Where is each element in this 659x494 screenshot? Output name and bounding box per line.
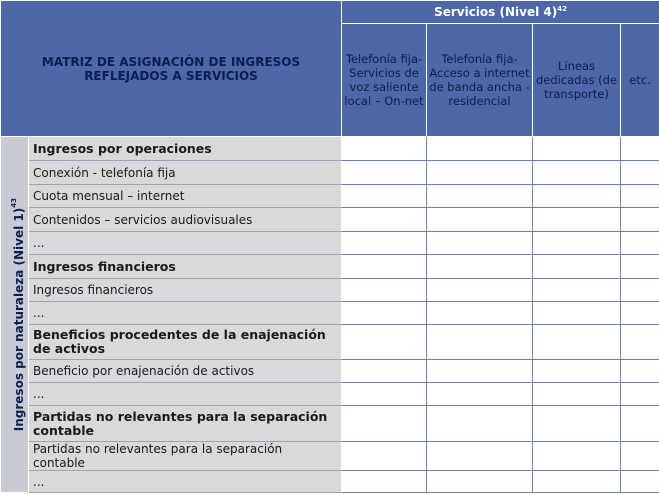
matrix-cell[interactable]: [342, 406, 427, 442]
column-header-broadband: [427, 24, 533, 137]
matrix-cell[interactable]: [427, 325, 533, 360]
matrix-cell[interactable]: [342, 383, 427, 406]
side-label-text: Ingresos por naturaleza (Nivel 1): [12, 207, 26, 432]
matrix-cell[interactable]: [342, 360, 427, 383]
services-group-label: Servicios (Nivel 4): [434, 5, 558, 19]
matrix-title: [1, 1, 342, 137]
item-label: ...: [29, 471, 342, 493]
column-header-voice: [342, 24, 427, 137]
matrix-cell[interactable]: [621, 255, 659, 279]
matrix-cell[interactable]: [342, 471, 427, 493]
table-row: [1, 279, 659, 302]
category-label: Ingresos por operaciones: [29, 137, 342, 161]
side-label-cell: [1, 137, 29, 493]
matrix-cell[interactable]: [427, 161, 533, 185]
matrix-cell[interactable]: [342, 279, 427, 302]
matrix-cell[interactable]: [621, 360, 659, 383]
column-header-label: Líneas dedicadas (de transporte): [535, 59, 618, 101]
item-label: Conexión - telefonía fija: [29, 161, 342, 185]
matrix-cell[interactable]: [342, 325, 427, 360]
column-header-dedicated-lines: [533, 24, 621, 137]
matrix-cell[interactable]: [621, 406, 659, 442]
table-row: [1, 471, 659, 493]
matrix-cell[interactable]: [427, 383, 533, 406]
matrix-cell[interactable]: [427, 406, 533, 442]
table-row: [1, 302, 659, 325]
matrix-cell[interactable]: [533, 232, 621, 255]
item-label: Cuota mensual – internet: [29, 185, 342, 208]
matrix-cell[interactable]: [533, 302, 621, 325]
matrix-cell[interactable]: [342, 302, 427, 325]
matrix-cell[interactable]: [342, 137, 427, 161]
matrix-cell[interactable]: [533, 406, 621, 442]
item-label: Partidas no relevantes para la separación contable: [29, 442, 342, 471]
matrix-cell[interactable]: [342, 232, 427, 255]
column-header-label: etc.: [629, 73, 651, 87]
matrix-cell[interactable]: [342, 442, 427, 471]
matrix-cell[interactable]: [427, 279, 533, 302]
column-header-label: Telefonía fija-Servicios de voz saliente local – On-net: [344, 52, 424, 108]
item-label: Contenidos – servicios audiovisuales: [29, 208, 342, 232]
table-row: [1, 325, 659, 360]
item-label: Ingresos financieros: [29, 279, 342, 302]
matrix-cell[interactable]: [621, 442, 659, 471]
matrix-cell[interactable]: [533, 255, 621, 279]
matrix-cell[interactable]: [533, 279, 621, 302]
services-group-footnote: 42: [557, 5, 567, 13]
matrix-cell[interactable]: [621, 279, 659, 302]
matrix-cell[interactable]: [427, 471, 533, 493]
side-label: [1, 198, 32, 431]
table-row: [1, 360, 659, 383]
matrix-cell[interactable]: [427, 302, 533, 325]
column-header-label: Telefonía fija-Acceso a internet de banda ancha - residencial: [429, 52, 530, 108]
table-row: [1, 185, 659, 208]
category-label: Partidas no relevantes para la separación contable: [29, 406, 342, 442]
matrix-cell[interactable]: [533, 471, 621, 493]
matrix-cell[interactable]: [342, 208, 427, 232]
matrix-cell[interactable]: [533, 383, 621, 406]
table-row: [1, 442, 659, 471]
services-group-header: [342, 1, 659, 24]
category-label: Ingresos financieros: [29, 255, 342, 279]
table-row: [1, 383, 659, 406]
matrix-cell[interactable]: [342, 185, 427, 208]
matrix-cell[interactable]: [533, 325, 621, 360]
table-row: [1, 232, 659, 255]
item-label: ...: [29, 383, 342, 406]
matrix-cell[interactable]: [427, 137, 533, 161]
matrix-cell[interactable]: [533, 161, 621, 185]
table-row: [1, 161, 659, 185]
table-row: [1, 255, 659, 279]
matrix-cell[interactable]: [533, 360, 621, 383]
matrix-cell[interactable]: [533, 442, 621, 471]
matrix-cell[interactable]: [621, 471, 659, 493]
matrix-cell[interactable]: [342, 161, 427, 185]
matrix-cell[interactable]: [533, 137, 621, 161]
matrix-cell[interactable]: [427, 232, 533, 255]
matrix-cell[interactable]: [621, 185, 659, 208]
matrix-cell[interactable]: [621, 161, 659, 185]
matrix-cell[interactable]: [621, 383, 659, 406]
side-label-footnote: 43: [10, 197, 18, 208]
item-label: ...: [29, 232, 342, 255]
matrix-cell[interactable]: [621, 137, 659, 161]
table-row: [1, 208, 659, 232]
matrix-cell[interactable]: [533, 185, 621, 208]
item-label: ...: [29, 302, 342, 325]
matrix-cell[interactable]: [621, 208, 659, 232]
matrix-cell[interactable]: [621, 325, 659, 360]
matrix-cell[interactable]: [621, 302, 659, 325]
matrix-cell[interactable]: [427, 208, 533, 232]
matrix-cell[interactable]: [621, 232, 659, 255]
matrix-cell[interactable]: [427, 255, 533, 279]
table-row: [1, 406, 659, 442]
category-label: Beneficios procedentes de la enajenación de activos: [29, 325, 342, 360]
matrix-cell[interactable]: [427, 442, 533, 471]
matrix-cell[interactable]: [342, 255, 427, 279]
matrix-cell[interactable]: [427, 185, 533, 208]
matrix-cell[interactable]: [533, 208, 621, 232]
column-header-etc: [621, 24, 659, 137]
table-row: [1, 137, 659, 161]
item-label: Beneficio por enajenación de activos: [29, 360, 342, 383]
matrix-cell[interactable]: [427, 360, 533, 383]
matrix-title-text: MATRIZ DE ASIGNACIÓN DE INGRESOS REFLEJADOS A SERVICIOS: [41, 54, 301, 83]
